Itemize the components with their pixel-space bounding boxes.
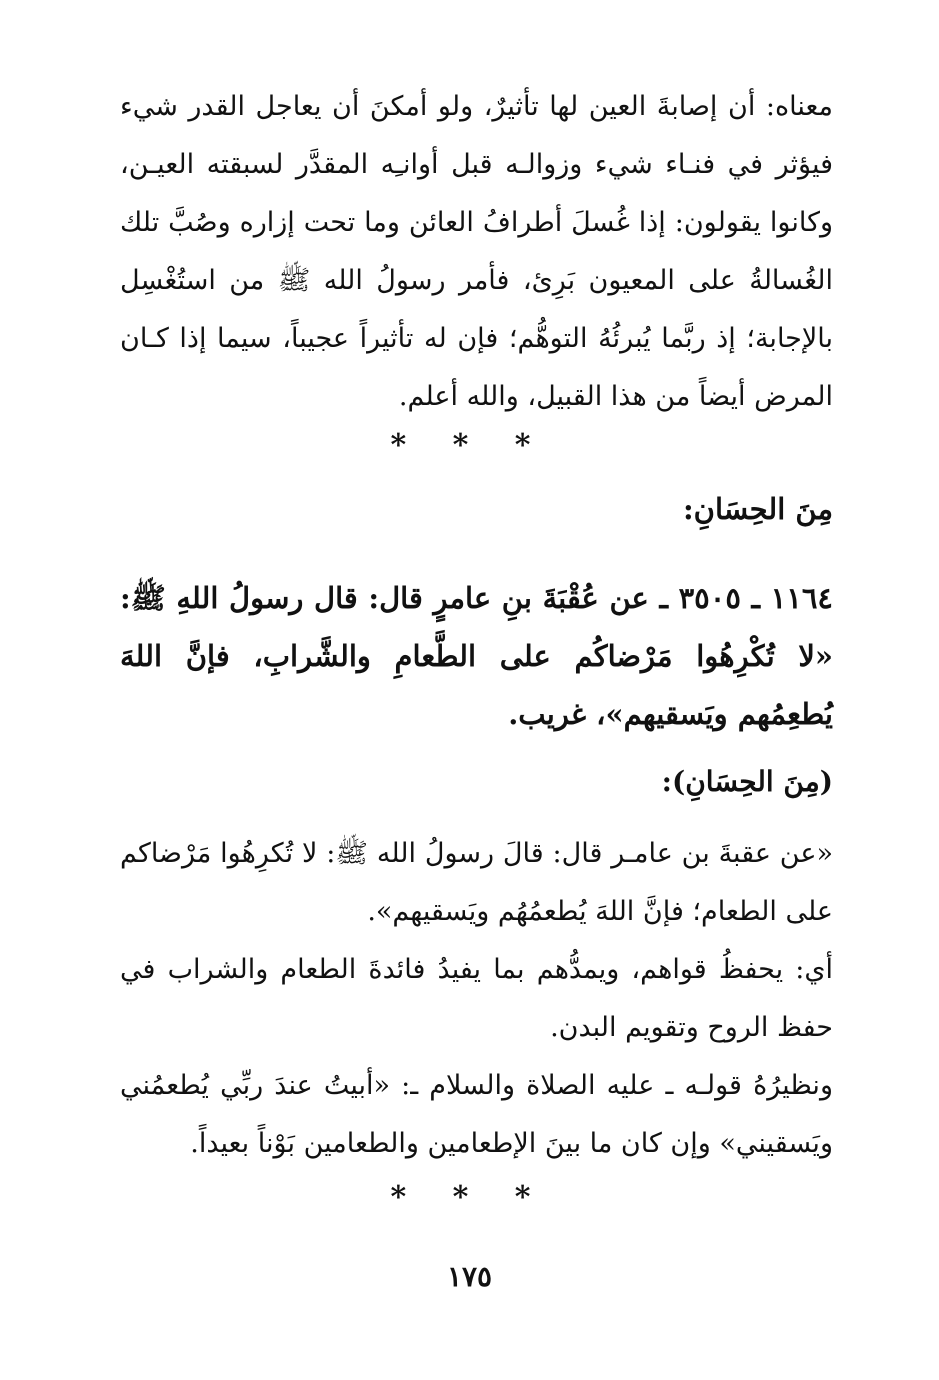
- section-separator: * * *: [390, 1180, 549, 1215]
- commentary-analogy: ونظيرُهُ قولـه ـ عليه الصلاة والسلام ـ: «أبيتُ عندَ ربِّي يُطعمُني ويَسقيني» وإن كان ما بينَ الإطعامين والطعامين بَوْناً بعيداً.: [120, 1070, 833, 1159]
- commentary-paragraph: معناه: أن إصابةَ العين لها تأثيرٌ، ولو أمكنَ أن يعاجل القدر شيء فيؤثر في فنـاء شيء وزوالـه قبل أوانـِه المقدَّر لسبقته العيـن، وكانوا يقولون: إذا غُسلَ أطرافُ العائن وما تحت إزاره وصُبَّ تلك الغُسالةُ على المعيون بَرِئ، فأمر رسولُ الله ﷺ من استُغْسِل بالإجابة؛ إذ ربَّما يُبرئُهُ التوهُّم؛ فإن له تأثيراً عجيباً، سيما إذا كـان المرض أيضاً من هذا القبيل، والله أعلم.: [120, 91, 833, 412]
- commentary-explanation: أي: يحفظُ قواهم، ويمدُّهم بما يفيدُ فائدةَ الطعام والشراب في حفظ الروح وتقويم البدن.: [120, 954, 833, 1043]
- commentary-heading: (مِنَ الحِسَانِ):: [661, 765, 833, 798]
- hadith-text: ١١٦٤ ـ ٣٥٠٥ ـ عن عُقْبَةَ بنِ عامرٍ قال: قال رسولُ اللهِ ﷺ: «لا تُكْرِهُوا مَرْضاكُم على الطَّعامِ والشَّرابِ، فإنَّ اللهَ يُطعِمُهم ويَسقيهم»، غريب.: [120, 581, 833, 731]
- commentary-quote: «عن عقبةَ بن عامـر قال: قالَ رسولُ الله ﷺ: لا تُكرِهُوا مَرْضاكم على الطعام؛ فإنَّ اللهَ يُطعمُهُم ويَسقيهم».: [120, 838, 833, 927]
- page-number: ١٧٥: [446, 1260, 493, 1293]
- section-heading: مِنَ الحِسَانِ:: [682, 492, 833, 526]
- section-separator: * * *: [390, 428, 549, 463]
